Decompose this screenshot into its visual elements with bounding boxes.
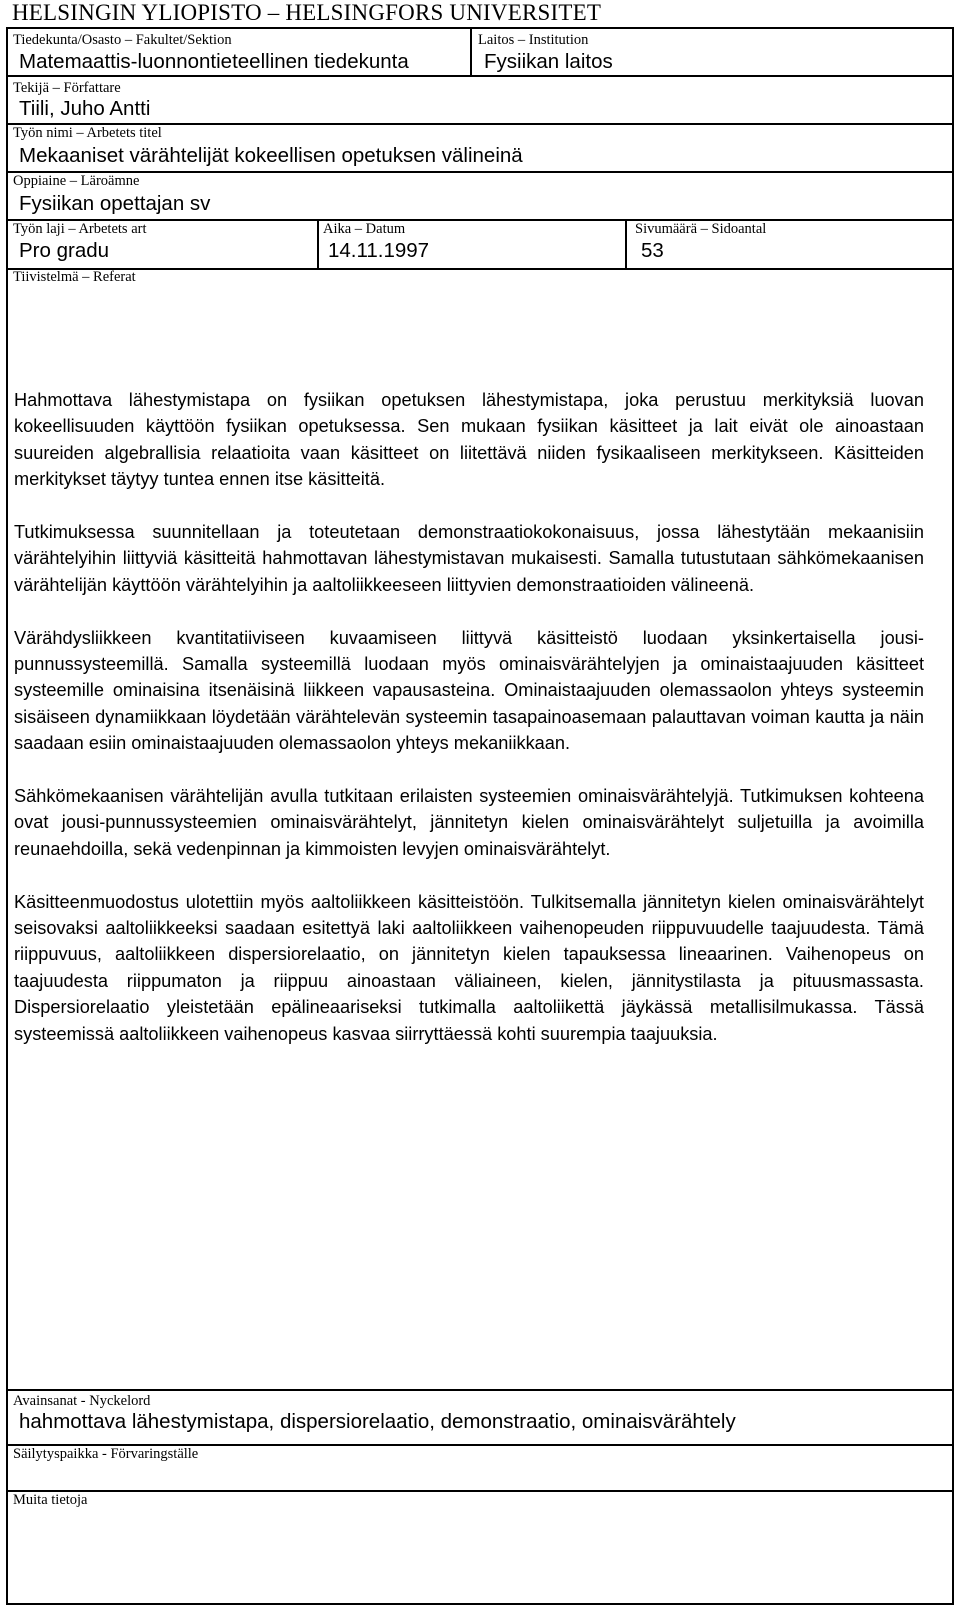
author-label: Tekijä – Författare — [13, 80, 121, 96]
divider — [8, 219, 952, 221]
faculty-value: Matemaattis-luonnontieteellinen tiedekunta — [19, 50, 409, 73]
university-name: HELSINGIN YLIOPISTO – HELSINGFORS UNIVERSITET — [12, 0, 602, 25]
date-label: Aika – Datum — [323, 221, 406, 237]
subject-value: Fysiikan opettajan sv — [19, 192, 211, 215]
keywords-value: hahmottava lähestymistapa, dispersiorelaatio, demonstraatio, ominaisvärähtely — [19, 1410, 736, 1433]
abstract-paragraph: Käsitteenmuodostus ulotettiin myös aaltoliikkeen käsitteistöön. Tulkitsemalla jännitetyn kielen ominaisvärähtelyt seisovaksi aaltoliikkeeksi saadaan esitettyä laki aaltoliikkeen vaihenopeuden riippuvuudelle taajuudesta. Tämä riippuvuus, aaltoliikkeen dispersiorelaatio, on jännitetyn kielen tapauksessa lineaarinen. Vaihenopeus on taajuudesta riippumaton ja riippuu ainoastaan väliaineen, kielen, jännitystilasta ja pituusmassasta. Dispersiorelaatio yleistetään epälineaariseksi tutkimalla aaltoliikettä jäykässä metallisilmukassa. Tässä systeemissä aaltoliikkeen vaihenopeus kasvaa siirryttäessä kohti suurempia taajuuksia. — [14, 891, 924, 1044]
pages-label: Sivumäärä – Sidoantal — [635, 221, 767, 237]
storage-label: Säilytyspaikka - Förvaringställe — [13, 1446, 199, 1462]
institution-label: Laitos – Institution — [478, 32, 589, 48]
divider — [8, 171, 952, 173]
abstract-paragraph: Värähdysliikkeen kvantitatiiviseen kuvaamiseen liittyvä käsitteistö luodaan yksinkertaisella jousi-punnussysteemillä. Samalla systeemillä luodaan myös ominaisvärähtelyjen ja ominaistaajuuden käsitteet systeemille ominaisina itsenäisinä liikkeen vapausasteina. Ominaistaajuuden olemassaolon yhteys systeemin sisäiseen dynamiikkaan löydetään värähtelevän systeemin tasapainoasemaan palauttavan voiman kautta ja näin saadaan esiin ominaistaajuuden olemassaolon yhteys mekaniikkaan. — [14, 627, 924, 754]
abstract-label: Tiivistelmä – Referat — [13, 269, 136, 285]
divider — [8, 1389, 952, 1391]
other-info-label: Muita tietoja — [13, 1492, 88, 1508]
work-type-label: Työn laji – Arbetets art — [13, 221, 147, 237]
subject-label: Oppiaine – Läroämne — [13, 173, 140, 189]
divider — [317, 219, 319, 268]
abstract-text — [14, 387, 924, 1073]
keywords-label: Avainsanat - Nyckelord — [13, 1393, 151, 1409]
institution-value: Fysiikan laitos — [484, 50, 613, 73]
author-value: Tiili, Juho Antti — [19, 97, 151, 120]
divider — [8, 1490, 952, 1492]
divider — [8, 75, 952, 77]
divider — [625, 219, 627, 268]
divider — [8, 268, 952, 270]
work-type-value: Pro gradu — [19, 239, 110, 262]
faculty-label: Tiedekunta/Osasto – Fakultet/Sektion — [13, 32, 232, 48]
abstract-form — [6, 27, 954, 1605]
divider — [470, 29, 472, 75]
pages-value: 53 — [641, 239, 664, 262]
date-value: 14.11.1997 — [328, 239, 430, 262]
abstract-paragraph: Tutkimuksessa suunnitellaan ja toteutetaan demonstraatiokokonaisuus, jossa lähestytään mekaanisiin värähtelyihin liittyviä käsitteitä hahmottavan lähestymistavan mukaisesti. Samalla tutustutaan sähkömekaanisen värähtelijän käyttöön värähtelyihin ja aaltoliikkeeseen liittyvien demonstraatioiden välineenä. — [14, 522, 924, 595]
title-label: Työn nimi – Arbetets titel — [13, 125, 162, 141]
title-value: Mekaaniset värähtelijät kokeellisen opetuksen välineinä — [19, 144, 523, 167]
abstract-paragraph: Hahmottava lähestymistapa on fysiikan opetuksen lähestymistapa, joka perustuu merkityksiä luovan kokeellisuuden käyttöön fysiikan opetuksessa. Sen mukaan fysiikan käsitteet ja lait eivät ole ainoastaan suureiden algebrallisia relaatioita vaan käsitteet on liitettävä niiden fysikaaliseen merkitykseen. Käsitteiden merkitykset täytyy tuntea ennen itse käsitteitä. — [14, 390, 924, 490]
abstract-paragraph: Sähkömekaanisen värähtelijän avulla tutkitaan erilaisten systeemien ominaisvärähtelyjä. Tutkimuksen kohteena ovat jousi-punnussysteemien ominaisvärähtelyt, jännitetyn kielen ominaisvärähtelyt suljetuilla ja avoimilla reunaehdoilla, sekä vedenpinnan ja kimmoisten levyjen ominaisvärähtelyt. — [14, 786, 924, 859]
